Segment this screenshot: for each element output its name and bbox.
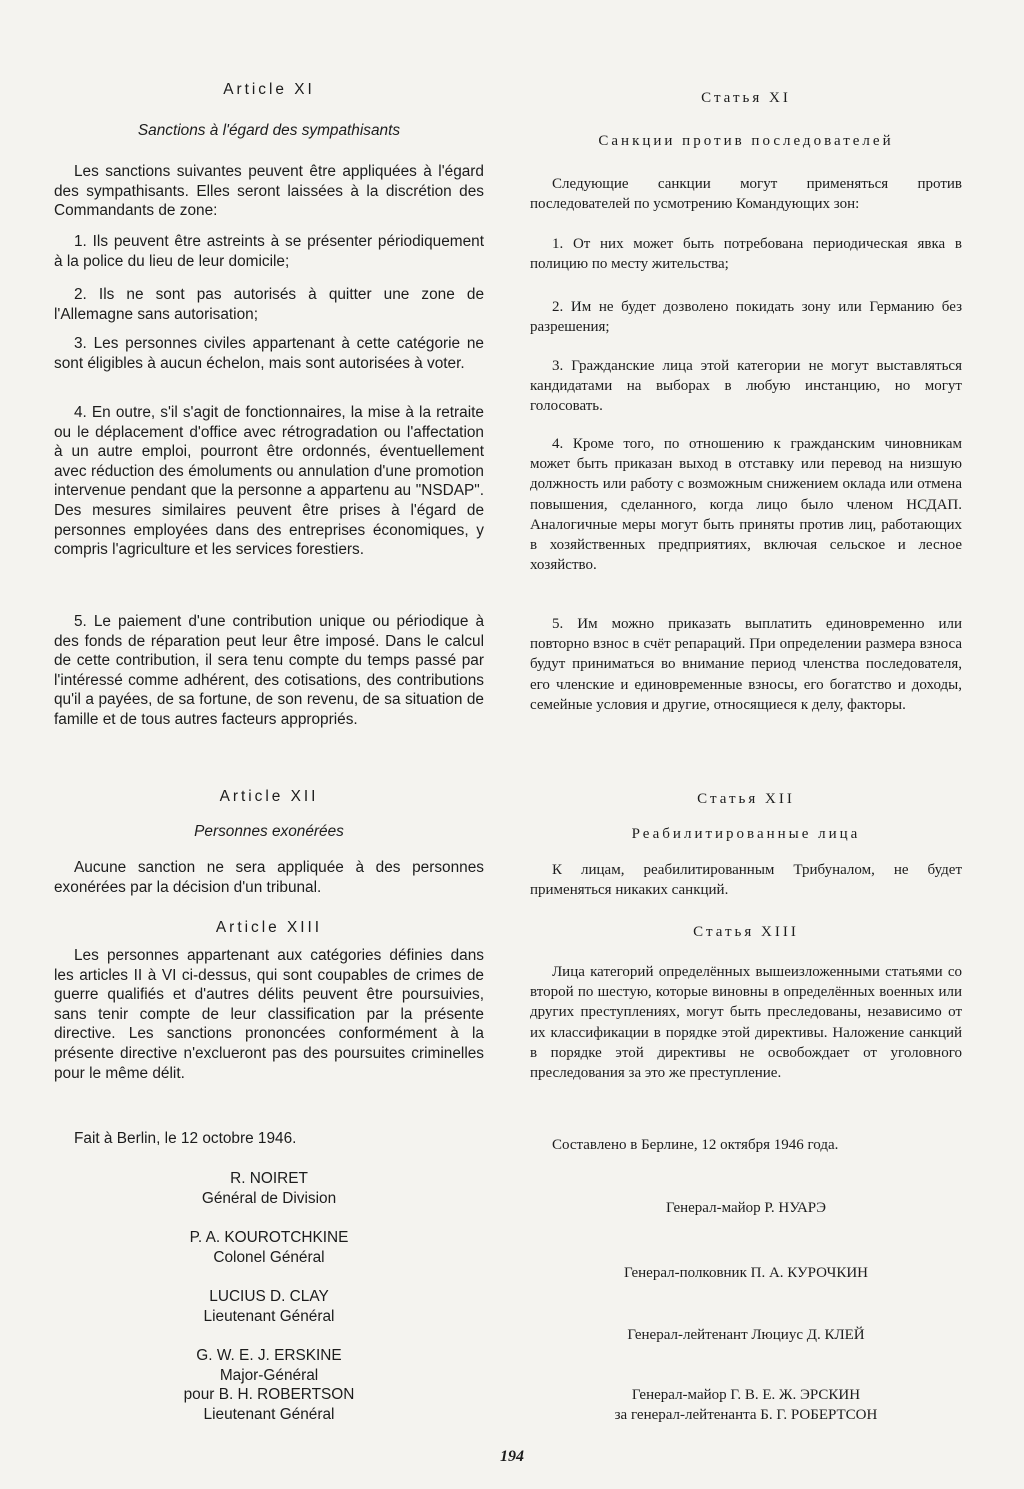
fr-article-11-item-1: 1. Ils peuvent être astreints à se présenter périodiquement à la police du lieu de leur domicile;: [54, 233, 484, 270]
fr-article-12-subtitle: Personnes exonérées: [194, 823, 344, 840]
fr-article-11-item-4: 4. En outre, s'il s'agit de fonctionnaires, la mise à la retraite ou le déplacement d'office avec rétrogradation ou l'affectation à un autre emploi, pourront être ordonnés, éventuellement avec réduction des émoluments ou annulation d'une promotion intervenue pendant que la personne a appartenu au "NSDAP". Des mesures similaires peuvent être prises à l'égard de personnes employées dans des entreprises économiques, y compris l'agriculture et les services forestiers.: [54, 404, 484, 559]
signatory-title: Lieutenant Général: [203, 1307, 335, 1325]
fr-article-12-title: Article XII: [219, 788, 319, 805]
fr-article-11-subtitle: Sanctions à l'égard des sympathisants: [137, 122, 401, 139]
signatory-title: Colonel Général: [213, 1248, 325, 1266]
ru-article-12-subtitle: Реабилитированные лица: [631, 826, 861, 842]
signatory-note: за генерал-лейтенанта Б. Г. РОБЕРТСОН: [614, 1407, 878, 1424]
fr-article-13-text: Les personnes appartenant aux catégories définies dans les articles II à VI ci-dessus, qui sont coupables de crimes de guerre qualifiés et d'autres délits peuvent être poursuivies, sans tenir compte de leur classification par la présente directive. Les sanctions prononcées conformément à la présente directive n'exclueront pas des poursuites criminelles pour le même délit.: [54, 947, 484, 1082]
ru-signature-erskine: [530, 1385, 962, 1425]
signatory-name: LUCIUS D. CLAY: [209, 1288, 329, 1305]
ru-signature-noiret: Генерал-майор Р. НУАРЭ: [665, 1200, 827, 1216]
fr-article-11-intro: Les sanctions suivantes peuvent être appliquées à l'égard des sympathisants. Elles seront laissées à la discrétion des Commandants de zone:: [54, 163, 484, 220]
fr-article-13-title: Article XIII: [215, 919, 323, 936]
signatory-note: pour B. H. ROBERTSON: [183, 1386, 355, 1403]
ru-done-at: Составлено в Берлине, 12 октября 1946 года.: [552, 1137, 839, 1153]
ru-article-11-title: Статья XI: [701, 90, 791, 106]
page-number: 194: [500, 1448, 524, 1465]
fr-article-11-item-5: 5. Le paiement d'une contribution unique ou périodique à des fonds de réparation peut leur être imposé. Dans le calcul de cette contribution, il sera tenu compte du temps passé par l'intéressé comme adhérent, des cotisations, des contributions qu'il a payées, de sa fortune, de son revenu, de sa situation de famille et de tous autres facteurs appropriés.: [54, 613, 484, 728]
ru-signature-kourotchkine: Генерал-полковник П. А. КУРОЧКИН: [623, 1265, 869, 1281]
ru-article-13-title: Статья XIII: [693, 924, 799, 940]
fr-article-11-item-2: 2. Ils ne sont pas autorisés à quitter une zone de l'Allemagne sans autorisation;: [54, 286, 484, 323]
ru-article-12-text: К лицам, реабилитированным Трибуналом, не будет применяться никаких санкций.: [530, 862, 962, 899]
ru-article-11-item-1: 1. От них может быть потребована периодическая явка в полицию по месту жительства;: [530, 236, 962, 273]
signatory-name: G. W. E. J. ERSKINE: [196, 1347, 342, 1364]
signatory-title: Général de Division: [201, 1189, 337, 1207]
signatory-name: R. NOIRET: [230, 1170, 308, 1187]
ru-article-11-item-2: 2. Им не будет дозволено покидать зону или Германию без разрешения;: [530, 299, 962, 336]
signatory-name: P. A. KOUROTCHKINE: [189, 1229, 349, 1246]
ru-signature-clay: Генерал-лейтенант Люциус Д. КЛЕЙ: [627, 1327, 865, 1343]
fr-article-12-text: Aucune sanction ne sera appliquée à des personnes exonérées par la décision d'un tribunal.: [54, 859, 484, 896]
ru-article-12-title: Статья XII: [697, 791, 795, 807]
signatory-name: Генерал-майор Г. В. Е. Ж. ЭРСКИН: [631, 1387, 861, 1403]
fr-article-11-title: Article XI: [223, 81, 315, 98]
ru-article-13-text: Лица категорий определённых вышеизложенными статьями со второй по шестую, которые виновны в определённых военных или других преступлениях, могут быть преследованы, независимо от их классификации в порядке этой директивы. Наложение санкций в порядке этой директивы не освобождает от уголовного преследования за это же преступление.: [530, 964, 962, 1082]
ru-article-11-intro: Следующие санкции могут применяться против последователей по усмотрению Командующих зон:: [530, 176, 962, 213]
fr-signature-clay: [54, 1287, 484, 1326]
fr-signature-erskine: [54, 1346, 484, 1424]
fr-done-at: Fait à Berlin, le 12 octobre 1946.: [74, 1130, 297, 1147]
fr-signature-kourotchkine: [54, 1228, 484, 1267]
fr-signature-noiret: [54, 1169, 484, 1208]
ru-article-11-item-5: 5. Им можно приказать выплатить единовременно или повторно взнос в счёт репараций. При определении размера взноса будут приниматься во внимание период членства последователя, его членские и единовременные взносы, его богатство и доходы, семейные условия и другие, относящиеся к делу, факторы.: [530, 616, 962, 713]
ru-article-11-item-4: 4. Кроме того, по отношению к гражданским чиновникам может быть приказан выход в отставку или перевод на низшую должность или работу с возможным снижением оклада или отмена повышения, сделанного, когда лицо было членом НСДАП. Аналогичные меры могут быть приняты против лиц, работающих в хозяйственных предприятиях, включая сельское и лесное хозяйство.: [530, 436, 962, 574]
fr-article-11-item-3: 3. Les personnes civiles appartenant à cette catégorie ne sont éligibles à aucun échelon, mais sont autorisées à voter.: [54, 335, 484, 372]
ru-article-11-item-3: 3. Гражданские лица этой категории не могут выставляться кандидатами на выборах в любую инстанцию, но могут голосовать.: [530, 358, 962, 415]
signatory-title: Major-Général: [219, 1366, 319, 1384]
ru-article-11-subtitle: Санкции против последователей: [598, 133, 894, 149]
signatory-title: Lieutenant Général: [203, 1405, 335, 1423]
